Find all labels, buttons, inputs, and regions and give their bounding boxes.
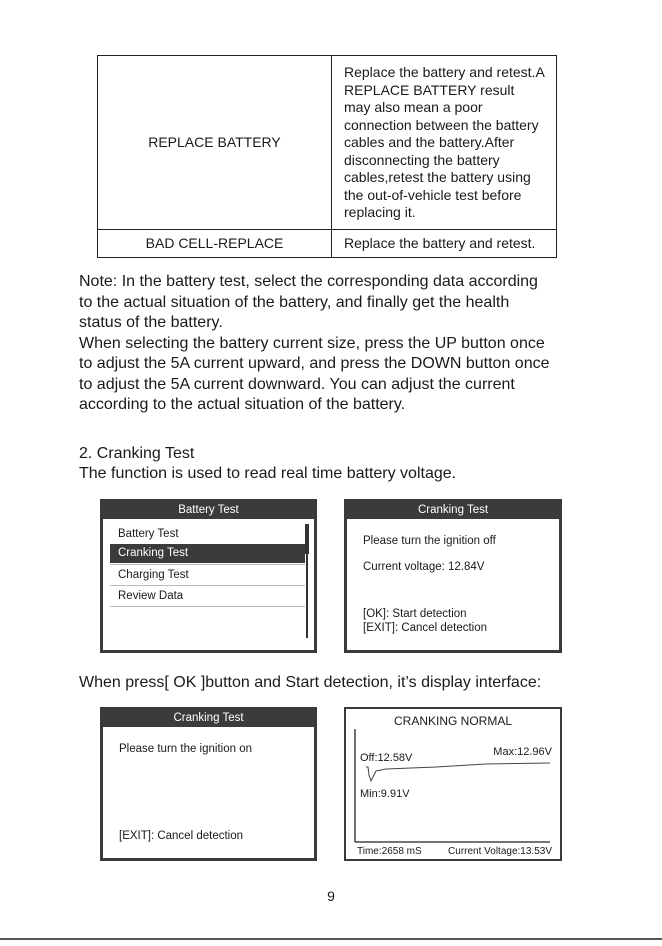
result-table — [97, 55, 557, 258]
action-cell — [332, 56, 557, 230]
note-line: status of the battery. — [79, 314, 223, 331]
voltage-trace — [366, 763, 550, 781]
note-line: to adjust the 5A current upward, and press the DOWN button once — [79, 355, 550, 372]
note-line: to the actual situation of the battery, and finally get the health — [79, 293, 510, 311]
menu-item-cranking-test[interactable]: Cranking Test — [110, 544, 305, 563]
min-voltage-label: Min:9.91V — [360, 788, 410, 800]
menu-screen — [100, 499, 317, 653]
action-line: the out-of-vehicle test before — [344, 186, 522, 203]
exit-hint: [EXIT]: Cancel detection — [363, 622, 488, 634]
note-line: When selecting the battery current size, press the UP button once — [79, 334, 545, 352]
action-line: Replace the battery and retest. — [344, 234, 536, 251]
table-row — [98, 56, 557, 230]
max-voltage-label: Max:12.96V — [493, 746, 552, 758]
instruction-text: Please turn the ignition off — [363, 535, 496, 547]
divider — [110, 585, 305, 586]
section-heading: 2. Cranking Test — [79, 445, 195, 462]
exit-hint: [EXIT]: Cancel detection — [119, 830, 244, 842]
table-row — [98, 230, 557, 258]
screen-title: Battery Test — [103, 502, 314, 519]
action-line: Replace the battery and retest.A — [344, 64, 545, 81]
screen-title: Cranking Test — [347, 502, 559, 519]
action-line: cables and the battery.After — [344, 134, 515, 151]
result-cell: REPLACE BATTERY — [98, 56, 332, 230]
ok-hint: [OK]: Start detection — [363, 608, 467, 620]
note-line: according to the actual situation of the battery. — [79, 396, 406, 413]
off-voltage-label: Off:12.58V — [360, 752, 413, 764]
section-description: The function is used to read real time battery voltage. — [79, 465, 457, 482]
action-cell — [332, 230, 557, 258]
action-line: may also mean a poor — [344, 99, 483, 116]
time-label: Time:2658 mS — [357, 846, 422, 857]
action-line: connection between the battery — [344, 116, 539, 133]
cranking-graph-screen — [344, 707, 562, 861]
page-number: 9 — [327, 888, 335, 904]
display-interface-text: When press[ OK ]button and Start detection, it’s display interface: — [79, 674, 542, 691]
voltage-graph — [346, 709, 560, 859]
menu-item-battery-test[interactable]: Battery Test — [118, 528, 179, 540]
voltage-readout: Current voltage: 12.84V — [363, 561, 485, 573]
cranking-on-screen — [100, 707, 317, 861]
result-cell: BAD CELL-REPLACE — [98, 230, 332, 258]
scrollbar-thumb[interactable] — [305, 524, 309, 554]
screen-title: Cranking Test — [103, 710, 314, 727]
action-line: cables,retest the battery using — [344, 169, 531, 186]
action-line: disconnecting the battery — [344, 151, 500, 168]
footer-rule — [0, 938, 662, 940]
menu-item-charging-test[interactable]: Charging Test — [118, 569, 189, 581]
divider — [110, 564, 305, 565]
note-paragraph — [79, 272, 619, 416]
instruction-text: Please turn the ignition on — [119, 743, 252, 755]
cranking-off-screen — [344, 499, 562, 653]
note-line: Note: In the battery test, select the corresponding data according — [79, 273, 538, 290]
graph-title: CRANKING NORMAL — [393, 714, 512, 728]
current-voltage-label: Current Voltage:13.53V — [448, 846, 552, 857]
divider — [110, 606, 305, 607]
note-line: to adjust the 5A current downward. You can adjust the current — [79, 375, 515, 393]
action-line: replacing it. — [344, 204, 416, 221]
action-line: REPLACE BATTERY result — [344, 81, 515, 98]
menu-item-review-data[interactable]: Review Data — [118, 590, 184, 602]
